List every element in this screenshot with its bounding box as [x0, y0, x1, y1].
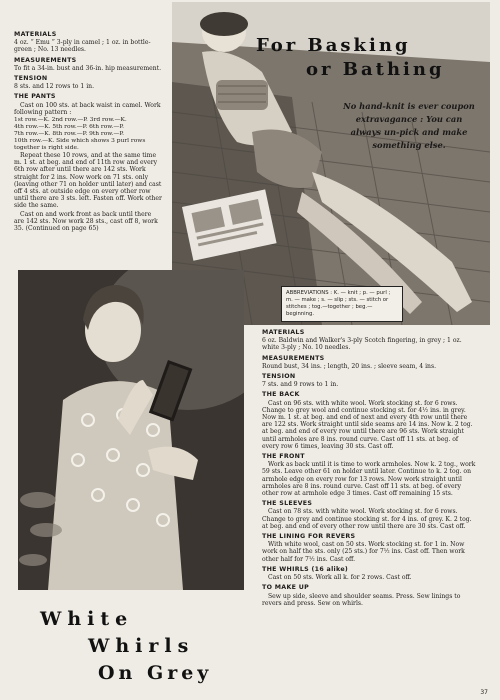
text-pants-repeat: Repeat these 10 rows, and at the same time m. 1 st. at beg. and end of 11th row and every 6th row after until there are 142 sts. Work straight for 2 ins. Now work on 71 sts. only (leaving other 71 on holder until later) and cast off 4 sts. at outside edge on every other row until there are 3 sts. left. Fasten off. Work other side the same. [14, 152, 162, 210]
heading-the-front: THE FRONT [262, 453, 305, 461]
pattern-row-line: 7th row.—K. 8th row.—P. 9th row.—P. [14, 131, 125, 138]
title-line-3: On Grey [98, 662, 213, 684]
right-column [262, 326, 476, 608]
title-line-1: White [40, 608, 134, 630]
text-to-make-up: Sew up side, sleeve and shoulder seams. Press. Sew linings to revers and press. Sew on whirls. [262, 592, 461, 607]
title-line-2: Whirls [88, 635, 195, 657]
heading-materials-top: MATERIALS [262, 329, 305, 336]
pattern-rows [14, 117, 162, 152]
pattern-row-line: 4th row.—K. 5th row.—P. 6th row.—P. [14, 124, 125, 131]
tagline: No hand-knit is ever coupon extravagance : You can always un-pick and make something else. [343, 101, 475, 150]
text-materials-pants: 4 oz. “ Emu ” 3-ply in camel ; 1 oz. in bottle-green ; No. 13 needles. [14, 39, 151, 54]
text-the-sleeves: Cast on 78 sts. with white wool. Work stocking st. for 6 rows. Change to grey and continue stocking st. for 4 ins. of grey. K. 2 tog. at beg. and end of every other row until there are 30 sts. Cast off. [262, 508, 472, 530]
text-the-back: Cast on 96 sts. with white wool. Work stocking st. for 6 rows. Change to grey wool and continue stocking st. for 4½ ins. in grey. Now m. 1 st. at beg. and end of next and every 4th row until there are 122 sts. Work straight until side seams are 14 ins. Now k. 2 tog. at beg. and end of every row until there are 96 sts. Work straight until armholes are 8 ins. round curve. Cast off 11 sts. at beg. of every row 6 times, leaving 30 sts. Cast off. [262, 399, 473, 450]
heading-tension-top: TENSION [262, 373, 296, 381]
text-tension-pants: 8 sts. and 12 rows to 1 in. [14, 83, 95, 91]
text-the-front: Work as back until it is time to work armholes. Now k. 2 tog., work 59 sts. Leave other 61 on holder until later. Continue to k. 2 tog. on armhole edge on every row for 13 rows. Now work straight until armholes are 8 ins. round curve. Cast off 11 sts. at beg. of every other row at armhole edge 3 times. Cast off remaining 15 sts. [262, 461, 476, 498]
text-tension-top: 7 sts. and 9 rows to 1 in. [262, 381, 339, 389]
left-column [14, 28, 162, 233]
abbreviations-box: ABBREVIATIONS : K. — knit ; p. — purl ; m. — make ; s. — slip ; sts. — stitch or stitches ; tog.—together ; beg.—beginning. [281, 286, 403, 322]
heading-tension-pants: TENSION [14, 75, 48, 83]
heading-to-make-up: TO MAKE UP [262, 584, 310, 592]
text-pants-front: Cast on and work front as back until there are 142 sts. Now work 28 sts., cast off 8, work 35. (Continued on page 65) [14, 210, 158, 233]
photo-woman-reading [18, 270, 244, 590]
text-the-whirls: Cast on 50 sts. Work all k. for 2 rows. Cast off. [268, 574, 412, 582]
heading-the-pants: THE PANTS [14, 93, 56, 101]
page-number: 37 [480, 689, 488, 696]
text-pants-cast-on: Cast on 100 sts. at back waist in camel. Work following pattern : [14, 101, 161, 116]
heading-the-whirls: THE WHIRLS (16 alike) [262, 565, 349, 573]
pattern-row-line: 10th row.—K. Side which shows 3 purl rows together is right side. [14, 138, 146, 152]
text-lining-for-revers: With white wool, cast on 50 sts. Work stocking st. for 1 in. Now work on half the sts. only (25 sts.) for 7½ ins. Cast off. Then work other half for 7½ ins. Cast off. [262, 541, 465, 563]
heading-the-back: THE BACK [262, 391, 300, 399]
heading-lining-for-revers: THE LINING FOR REVERS [262, 533, 356, 541]
title-line-1: For Basking [256, 35, 411, 56]
title-for-basking-or-bathing [256, 34, 476, 82]
title-white-whirls-on-grey [40, 606, 260, 687]
heading-measurements-top: MEASUREMENTS [262, 354, 325, 362]
heading-the-sleeves: THE SLEEVES [262, 500, 313, 508]
text-measurements-pants: To fit a 34-in. bust and 36-in. hip measurement. [14, 64, 162, 72]
photo-illustration [18, 270, 244, 590]
pattern-row-line: 1st row.—K. 2nd row.—P. 3rd row.—K. [14, 117, 127, 124]
text-materials-top: 6 oz. Baldwin and Walker's 3-ply Scotch fingering, in grey ; 1 oz. white 3-ply ; No. 10 needles. [262, 337, 462, 352]
title-line-2: or Bathing [306, 59, 445, 80]
text-measurements-top: Round bust, 34 ins. ; length, 20 ins. ; sleeve seam, 4 ins. [262, 362, 437, 370]
heading-materials-pants: MATERIALS [14, 31, 57, 38]
heading-measurements-pants: MEASUREMENTS [14, 56, 77, 64]
